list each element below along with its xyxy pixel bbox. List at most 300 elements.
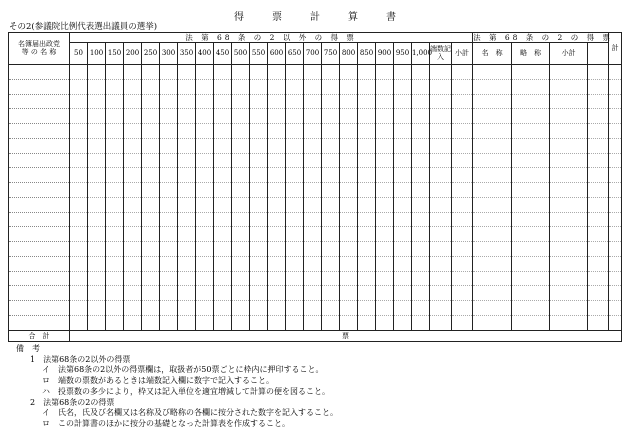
entry-cell[interactable] bbox=[304, 109, 322, 124]
entry-cell[interactable] bbox=[394, 301, 412, 316]
entry-cell[interactable] bbox=[412, 124, 430, 139]
party-name-cell[interactable] bbox=[9, 153, 70, 168]
entry-cell[interactable] bbox=[588, 65, 609, 80]
entry-cell[interactable] bbox=[609, 227, 622, 242]
entry-cell[interactable] bbox=[452, 227, 473, 242]
entry-cell[interactable] bbox=[232, 197, 250, 212]
entry-cell[interactable] bbox=[512, 124, 550, 139]
entry-cell[interactable] bbox=[160, 168, 178, 183]
entry-cell[interactable] bbox=[550, 227, 588, 242]
entry-cell[interactable] bbox=[394, 124, 412, 139]
entry-cell[interactable] bbox=[412, 168, 430, 183]
entry-cell[interactable] bbox=[322, 124, 340, 139]
party-name-cell[interactable] bbox=[9, 316, 70, 331]
entry-cell[interactable] bbox=[70, 168, 88, 183]
entry-cell[interactable] bbox=[268, 316, 286, 331]
entry-cell[interactable] bbox=[196, 242, 214, 257]
entry-cell[interactable] bbox=[214, 124, 232, 139]
entry-cell[interactable] bbox=[588, 94, 609, 109]
entry-cell[interactable] bbox=[473, 271, 512, 286]
entry-cell[interactable] bbox=[178, 271, 196, 286]
entry-cell[interactable] bbox=[452, 271, 473, 286]
entry-cell[interactable] bbox=[106, 65, 124, 80]
entry-cell[interactable] bbox=[286, 316, 304, 331]
entry-cell[interactable] bbox=[106, 197, 124, 212]
entry-cell[interactable] bbox=[376, 65, 394, 80]
entry-cell[interactable] bbox=[394, 138, 412, 153]
entry-cell[interactable] bbox=[142, 256, 160, 271]
entry-cell[interactable] bbox=[473, 183, 512, 198]
entry-cell[interactable] bbox=[394, 65, 412, 80]
entry-cell[interactable] bbox=[196, 138, 214, 153]
entry-cell[interactable] bbox=[322, 301, 340, 316]
party-name-cell[interactable] bbox=[9, 94, 70, 109]
entry-cell[interactable] bbox=[232, 109, 250, 124]
entry-cell[interactable] bbox=[160, 197, 178, 212]
entry-cell[interactable] bbox=[609, 212, 622, 227]
entry-cell[interactable] bbox=[358, 109, 376, 124]
party-name-cell[interactable] bbox=[9, 227, 70, 242]
entry-cell[interactable] bbox=[214, 109, 232, 124]
entry-cell[interactable] bbox=[286, 138, 304, 153]
entry-cell[interactable] bbox=[70, 79, 88, 94]
party-name-cell[interactable] bbox=[9, 124, 70, 139]
entry-cell[interactable] bbox=[250, 212, 268, 227]
entry-cell[interactable] bbox=[452, 212, 473, 227]
party-name-cell[interactable] bbox=[9, 256, 70, 271]
entry-cell[interactable] bbox=[160, 124, 178, 139]
entry-cell[interactable] bbox=[512, 65, 550, 80]
entry-cell[interactable] bbox=[340, 286, 358, 301]
entry-cell[interactable] bbox=[322, 109, 340, 124]
entry-cell[interactable] bbox=[70, 242, 88, 257]
entry-cell[interactable] bbox=[250, 197, 268, 212]
entry-cell[interactable] bbox=[250, 168, 268, 183]
entry-cell[interactable] bbox=[609, 153, 622, 168]
entry-cell[interactable] bbox=[473, 109, 512, 124]
entry-cell[interactable] bbox=[88, 168, 106, 183]
entry-cell[interactable] bbox=[550, 124, 588, 139]
entry-cell[interactable] bbox=[70, 301, 88, 316]
entry-cell[interactable] bbox=[609, 94, 622, 109]
entry-cell[interactable] bbox=[214, 301, 232, 316]
entry-cell[interactable] bbox=[142, 138, 160, 153]
entry-cell[interactable] bbox=[588, 242, 609, 257]
entry-cell[interactable] bbox=[609, 242, 622, 257]
entry-cell[interactable] bbox=[473, 242, 512, 257]
entry-cell[interactable] bbox=[88, 271, 106, 286]
entry-cell[interactable] bbox=[142, 286, 160, 301]
entry-cell[interactable] bbox=[550, 316, 588, 331]
entry-cell[interactable] bbox=[232, 316, 250, 331]
entry-cell[interactable] bbox=[142, 242, 160, 257]
entry-cell[interactable] bbox=[88, 316, 106, 331]
entry-cell[interactable] bbox=[412, 153, 430, 168]
entry-cell[interactable] bbox=[322, 256, 340, 271]
entry-cell[interactable] bbox=[550, 286, 588, 301]
entry-cell[interactable] bbox=[412, 227, 430, 242]
entry-cell[interactable] bbox=[106, 227, 124, 242]
entry-cell[interactable] bbox=[376, 197, 394, 212]
entry-cell[interactable] bbox=[70, 124, 88, 139]
entry-cell[interactable] bbox=[609, 183, 622, 198]
entry-cell[interactable] bbox=[286, 242, 304, 257]
entry-cell[interactable] bbox=[232, 153, 250, 168]
entry-cell[interactable] bbox=[250, 79, 268, 94]
entry-cell[interactable] bbox=[214, 316, 232, 331]
entry-cell[interactable] bbox=[160, 94, 178, 109]
entry-cell[interactable] bbox=[376, 242, 394, 257]
entry-cell[interactable] bbox=[358, 168, 376, 183]
entry-cell[interactable] bbox=[588, 212, 609, 227]
entry-cell[interactable] bbox=[473, 286, 512, 301]
entry-cell[interactable] bbox=[160, 138, 178, 153]
entry-cell[interactable] bbox=[304, 197, 322, 212]
entry-cell[interactable] bbox=[512, 183, 550, 198]
entry-cell[interactable] bbox=[412, 271, 430, 286]
entry-cell[interactable] bbox=[178, 94, 196, 109]
entry-cell[interactable] bbox=[394, 153, 412, 168]
entry-cell[interactable] bbox=[124, 301, 142, 316]
entry-cell[interactable] bbox=[376, 286, 394, 301]
entry-cell[interactable] bbox=[178, 316, 196, 331]
entry-cell[interactable] bbox=[473, 153, 512, 168]
entry-cell[interactable] bbox=[178, 227, 196, 242]
entry-cell[interactable] bbox=[322, 94, 340, 109]
entry-cell[interactable] bbox=[124, 153, 142, 168]
entry-cell[interactable] bbox=[412, 138, 430, 153]
entry-cell[interactable] bbox=[286, 212, 304, 227]
party-name-cell[interactable] bbox=[9, 271, 70, 286]
entry-cell[interactable] bbox=[142, 301, 160, 316]
entry-cell[interactable] bbox=[376, 168, 394, 183]
entry-cell[interactable] bbox=[124, 94, 142, 109]
entry-cell[interactable] bbox=[376, 227, 394, 242]
entry-cell[interactable] bbox=[340, 242, 358, 257]
entry-cell[interactable] bbox=[106, 109, 124, 124]
entry-cell[interactable] bbox=[268, 212, 286, 227]
entry-cell[interactable] bbox=[250, 153, 268, 168]
entry-cell[interactable] bbox=[358, 65, 376, 80]
entry-cell[interactable] bbox=[304, 79, 322, 94]
party-name-cell[interactable] bbox=[9, 242, 70, 257]
entry-cell[interactable] bbox=[268, 94, 286, 109]
entry-cell[interactable] bbox=[452, 256, 473, 271]
entry-cell[interactable] bbox=[124, 168, 142, 183]
entry-cell[interactable] bbox=[550, 94, 588, 109]
entry-cell[interactable] bbox=[250, 94, 268, 109]
entry-cell[interactable] bbox=[376, 138, 394, 153]
entry-cell[interactable] bbox=[550, 168, 588, 183]
entry-cell[interactable] bbox=[88, 109, 106, 124]
entry-cell[interactable] bbox=[304, 271, 322, 286]
entry-cell[interactable] bbox=[512, 227, 550, 242]
entry-cell[interactable] bbox=[124, 124, 142, 139]
entry-cell[interactable] bbox=[178, 138, 196, 153]
entry-cell[interactable] bbox=[550, 212, 588, 227]
entry-cell[interactable] bbox=[550, 138, 588, 153]
entry-cell[interactable] bbox=[452, 153, 473, 168]
entry-cell[interactable] bbox=[588, 316, 609, 331]
entry-cell[interactable] bbox=[196, 109, 214, 124]
entry-cell[interactable] bbox=[609, 168, 622, 183]
entry-cell[interactable] bbox=[106, 94, 124, 109]
entry-cell[interactable] bbox=[304, 124, 322, 139]
entry-cell[interactable] bbox=[452, 79, 473, 94]
entry-cell[interactable] bbox=[250, 242, 268, 257]
entry-cell[interactable] bbox=[430, 256, 452, 271]
entry-cell[interactable] bbox=[322, 79, 340, 94]
entry-cell[interactable] bbox=[340, 301, 358, 316]
entry-cell[interactable] bbox=[70, 212, 88, 227]
entry-cell[interactable] bbox=[160, 256, 178, 271]
entry-cell[interactable] bbox=[358, 242, 376, 257]
entry-cell[interactable] bbox=[124, 183, 142, 198]
entry-cell[interactable] bbox=[340, 183, 358, 198]
entry-cell[interactable] bbox=[286, 197, 304, 212]
entry-cell[interactable] bbox=[452, 138, 473, 153]
entry-cell[interactable] bbox=[196, 271, 214, 286]
entry-cell[interactable] bbox=[394, 212, 412, 227]
entry-cell[interactable] bbox=[160, 212, 178, 227]
entry-cell[interactable] bbox=[512, 153, 550, 168]
entry-cell[interactable] bbox=[376, 212, 394, 227]
entry-cell[interactable] bbox=[178, 242, 196, 257]
entry-cell[interactable] bbox=[340, 168, 358, 183]
entry-cell[interactable] bbox=[214, 286, 232, 301]
entry-cell[interactable] bbox=[196, 94, 214, 109]
entry-cell[interactable] bbox=[394, 183, 412, 198]
entry-cell[interactable] bbox=[232, 94, 250, 109]
entry-cell[interactable] bbox=[232, 138, 250, 153]
entry-cell[interactable] bbox=[550, 65, 588, 80]
entry-cell[interactable] bbox=[358, 183, 376, 198]
entry-cell[interactable] bbox=[214, 242, 232, 257]
entry-cell[interactable] bbox=[358, 212, 376, 227]
entry-cell[interactable] bbox=[394, 271, 412, 286]
entry-cell[interactable] bbox=[286, 79, 304, 94]
entry-cell[interactable] bbox=[106, 242, 124, 257]
entry-cell[interactable] bbox=[268, 79, 286, 94]
entry-cell[interactable] bbox=[160, 109, 178, 124]
entry-cell[interactable] bbox=[214, 271, 232, 286]
entry-cell[interactable] bbox=[340, 94, 358, 109]
entry-cell[interactable] bbox=[286, 124, 304, 139]
entry-cell[interactable] bbox=[322, 197, 340, 212]
party-name-cell[interactable] bbox=[9, 109, 70, 124]
entry-cell[interactable] bbox=[340, 79, 358, 94]
entry-cell[interactable] bbox=[322, 183, 340, 198]
entry-cell[interactable] bbox=[88, 301, 106, 316]
entry-cell[interactable] bbox=[232, 242, 250, 257]
entry-cell[interactable] bbox=[124, 316, 142, 331]
entry-cell[interactable] bbox=[452, 94, 473, 109]
entry-cell[interactable] bbox=[286, 109, 304, 124]
entry-cell[interactable] bbox=[178, 79, 196, 94]
entry-cell[interactable] bbox=[124, 242, 142, 257]
entry-cell[interactable] bbox=[430, 109, 452, 124]
entry-cell[interactable] bbox=[376, 109, 394, 124]
entry-cell[interactable] bbox=[473, 197, 512, 212]
entry-cell[interactable] bbox=[412, 212, 430, 227]
entry-cell[interactable] bbox=[358, 197, 376, 212]
entry-cell[interactable] bbox=[214, 65, 232, 80]
entry-cell[interactable] bbox=[196, 183, 214, 198]
entry-cell[interactable] bbox=[106, 316, 124, 331]
entry-cell[interactable] bbox=[358, 94, 376, 109]
entry-cell[interactable] bbox=[452, 183, 473, 198]
entry-cell[interactable] bbox=[142, 79, 160, 94]
entry-cell[interactable] bbox=[160, 153, 178, 168]
entry-cell[interactable] bbox=[430, 286, 452, 301]
entry-cell[interactable] bbox=[430, 197, 452, 212]
entry-cell[interactable] bbox=[394, 256, 412, 271]
entry-cell[interactable] bbox=[232, 65, 250, 80]
entry-cell[interactable] bbox=[430, 271, 452, 286]
entry-cell[interactable] bbox=[178, 301, 196, 316]
entry-cell[interactable] bbox=[512, 197, 550, 212]
entry-cell[interactable] bbox=[358, 153, 376, 168]
entry-cell[interactable] bbox=[178, 109, 196, 124]
entry-cell[interactable] bbox=[70, 183, 88, 198]
entry-cell[interactable] bbox=[452, 65, 473, 80]
entry-cell[interactable] bbox=[412, 256, 430, 271]
entry-cell[interactable] bbox=[88, 79, 106, 94]
entry-cell[interactable] bbox=[609, 316, 622, 331]
entry-cell[interactable] bbox=[250, 65, 268, 80]
entry-cell[interactable] bbox=[588, 256, 609, 271]
entry-cell[interactable] bbox=[550, 271, 588, 286]
entry-cell[interactable] bbox=[358, 124, 376, 139]
entry-cell[interactable] bbox=[160, 65, 178, 80]
entry-cell[interactable] bbox=[376, 271, 394, 286]
entry-cell[interactable] bbox=[124, 227, 142, 242]
entry-cell[interactable] bbox=[142, 65, 160, 80]
entry-cell[interactable] bbox=[512, 79, 550, 94]
entry-cell[interactable] bbox=[214, 256, 232, 271]
entry-cell[interactable] bbox=[106, 256, 124, 271]
entry-cell[interactable] bbox=[124, 271, 142, 286]
party-name-cell[interactable] bbox=[9, 138, 70, 153]
party-name-cell[interactable] bbox=[9, 286, 70, 301]
entry-cell[interactable] bbox=[196, 301, 214, 316]
entry-cell[interactable] bbox=[394, 94, 412, 109]
entry-cell[interactable] bbox=[430, 242, 452, 257]
entry-cell[interactable] bbox=[286, 168, 304, 183]
entry-cell[interactable] bbox=[394, 242, 412, 257]
entry-cell[interactable] bbox=[268, 301, 286, 316]
entry-cell[interactable] bbox=[358, 79, 376, 94]
entry-cell[interactable] bbox=[286, 183, 304, 198]
entry-cell[interactable] bbox=[358, 227, 376, 242]
entry-cell[interactable] bbox=[412, 79, 430, 94]
entry-cell[interactable] bbox=[430, 183, 452, 198]
entry-cell[interactable] bbox=[376, 256, 394, 271]
entry-cell[interactable] bbox=[196, 153, 214, 168]
entry-cell[interactable] bbox=[232, 183, 250, 198]
entry-cell[interactable] bbox=[268, 109, 286, 124]
entry-cell[interactable] bbox=[550, 79, 588, 94]
party-name-cell[interactable] bbox=[9, 168, 70, 183]
entry-cell[interactable] bbox=[340, 212, 358, 227]
entry-cell[interactable] bbox=[358, 286, 376, 301]
entry-cell[interactable] bbox=[473, 212, 512, 227]
entry-cell[interactable] bbox=[70, 286, 88, 301]
entry-cell[interactable] bbox=[340, 256, 358, 271]
entry-cell[interactable] bbox=[376, 153, 394, 168]
entry-cell[interactable] bbox=[512, 168, 550, 183]
entry-cell[interactable] bbox=[304, 227, 322, 242]
entry-cell[interactable] bbox=[160, 242, 178, 257]
entry-cell[interactable] bbox=[70, 316, 88, 331]
entry-cell[interactable] bbox=[160, 271, 178, 286]
entry-cell[interactable] bbox=[268, 168, 286, 183]
entry-cell[interactable] bbox=[250, 286, 268, 301]
entry-cell[interactable] bbox=[88, 65, 106, 80]
entry-cell[interactable] bbox=[160, 79, 178, 94]
entry-cell[interactable] bbox=[412, 316, 430, 331]
entry-cell[interactable] bbox=[142, 168, 160, 183]
entry-cell[interactable] bbox=[452, 242, 473, 257]
entry-cell[interactable] bbox=[588, 109, 609, 124]
entry-cell[interactable] bbox=[322, 271, 340, 286]
entry-cell[interactable] bbox=[412, 286, 430, 301]
entry-cell[interactable] bbox=[250, 124, 268, 139]
entry-cell[interactable] bbox=[268, 242, 286, 257]
entry-cell[interactable] bbox=[88, 197, 106, 212]
entry-cell[interactable] bbox=[214, 138, 232, 153]
entry-cell[interactable] bbox=[232, 301, 250, 316]
entry-cell[interactable] bbox=[88, 227, 106, 242]
entry-cell[interactable] bbox=[588, 227, 609, 242]
entry-cell[interactable] bbox=[142, 316, 160, 331]
entry-cell[interactable] bbox=[512, 94, 550, 109]
entry-cell[interactable] bbox=[178, 183, 196, 198]
entry-cell[interactable] bbox=[268, 124, 286, 139]
entry-cell[interactable] bbox=[430, 138, 452, 153]
entry-cell[interactable] bbox=[430, 79, 452, 94]
entry-cell[interactable] bbox=[232, 271, 250, 286]
entry-cell[interactable] bbox=[394, 109, 412, 124]
entry-cell[interactable] bbox=[376, 183, 394, 198]
entry-cell[interactable] bbox=[412, 109, 430, 124]
entry-cell[interactable] bbox=[70, 138, 88, 153]
entry-cell[interactable] bbox=[214, 79, 232, 94]
party-name-cell[interactable] bbox=[9, 301, 70, 316]
entry-cell[interactable] bbox=[214, 227, 232, 242]
entry-cell[interactable] bbox=[250, 109, 268, 124]
entry-cell[interactable] bbox=[178, 124, 196, 139]
entry-cell[interactable] bbox=[358, 316, 376, 331]
entry-cell[interactable] bbox=[124, 212, 142, 227]
entry-cell[interactable] bbox=[588, 197, 609, 212]
entry-cell[interactable] bbox=[550, 109, 588, 124]
entry-cell[interactable] bbox=[512, 109, 550, 124]
entry-cell[interactable] bbox=[473, 124, 512, 139]
entry-cell[interactable] bbox=[124, 286, 142, 301]
party-name-cell[interactable] bbox=[9, 197, 70, 212]
entry-cell[interactable] bbox=[268, 65, 286, 80]
entry-cell[interactable] bbox=[232, 212, 250, 227]
entry-cell[interactable] bbox=[340, 316, 358, 331]
entry-cell[interactable] bbox=[286, 286, 304, 301]
entry-cell[interactable] bbox=[588, 183, 609, 198]
entry-cell[interactable] bbox=[124, 138, 142, 153]
entry-cell[interactable] bbox=[340, 153, 358, 168]
entry-cell[interactable] bbox=[376, 301, 394, 316]
entry-cell[interactable] bbox=[376, 124, 394, 139]
entry-cell[interactable] bbox=[214, 197, 232, 212]
